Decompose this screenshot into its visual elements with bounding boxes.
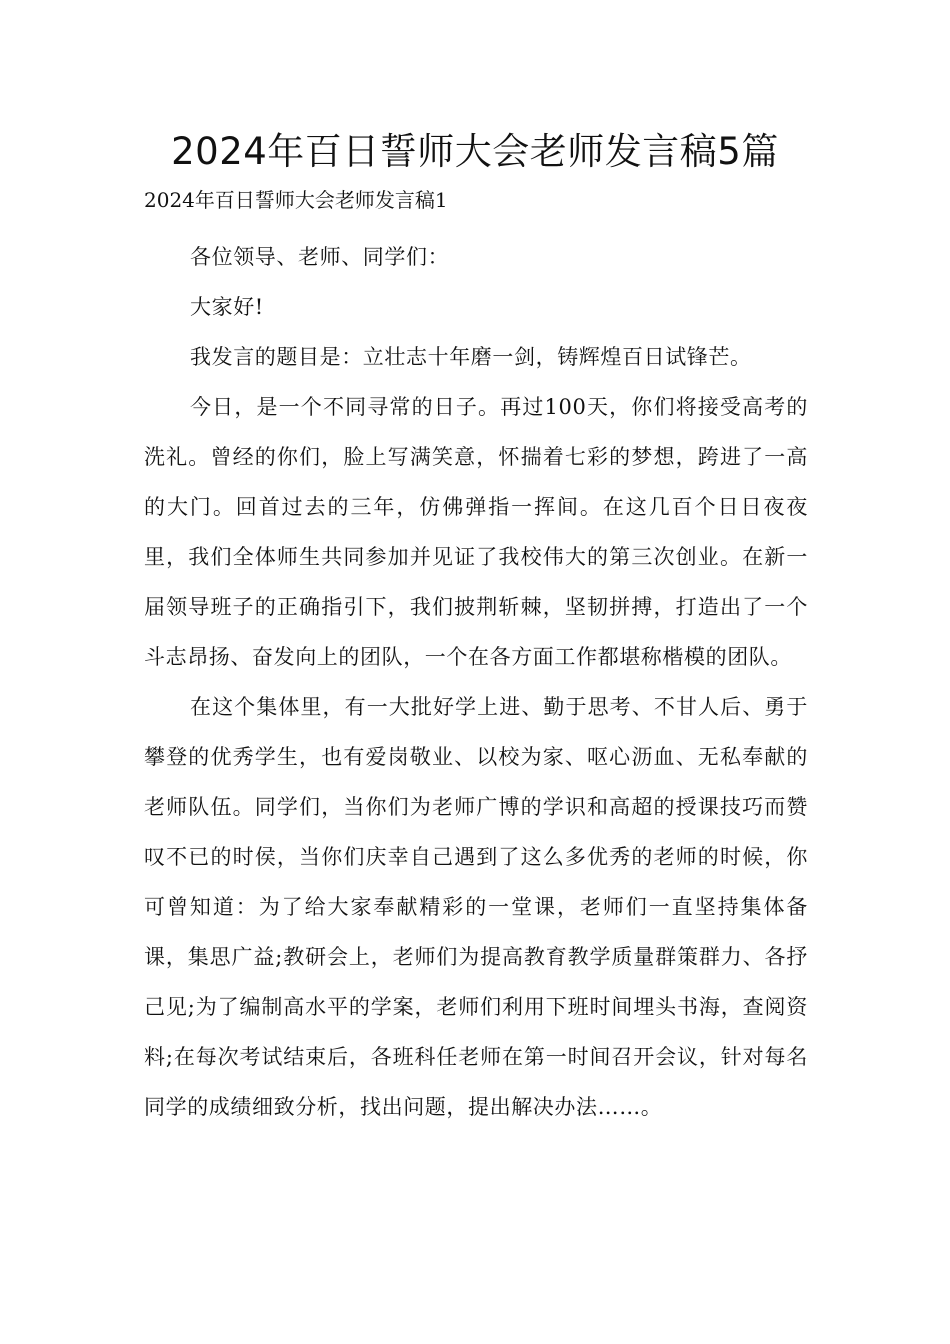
paragraph-topic: 我发言的题目是：立壮志十年磨一剑，铸辉煌百日试锋芒。 [190,345,752,369]
document-subtitle: 2024年百日誓师大会老师发言稿1 [144,188,448,212]
paragraph-body-1: 今日，是一个不同寻常的日子。再过100天，你们将接受高考的洗礼。曾经的你们，脸上写满笑意，怀揣着七彩的梦想，跨进了一高的大门。回首过去的三年，仿佛弹指一挥间。在这几百个日日夜夜里，我们全体师生共同参加并见证了我校伟大的第三次创业。在新一届领导班子的正确指引下，我们披荆斩棘，坚韧拼搏，打造出了一个斗志昂扬、奋发向上的团队，一个在各方面工作都堪称楷模的团队。 [144,395,808,669]
paragraph-body-2: 在这个集体里，有一大批好学上进、勤于思考、不甘人后、勇于攀登的优秀学生，也有爱岗敬业、以校为家、呕心沥血、无私奉献的老师队伍。同学们，当你们为老师广博的学识和高超的授课技巧而赞叹不已的时侯，当你们庆幸自己遇到了这么多优秀的老师的时候，你可曾知道：为了给大家奉献精彩的一堂课，老师们一直坚持集体备课，集思广益;教研会上，老师们为提高教育教学质量群策群力、各抒己见;为了编制高水平的学案，老师们利用下班时间埋头书海，查阅资料;在每次考试结束后，各班科任老师在第一时间召开会议，针对每名同学的成绩细致分析，找出问题，提出解决办法……。 [144,695,808,1119]
document-body [144,232,808,1132]
paragraph-hello: 大家好! [190,295,264,319]
document-title: 2024年百日誓师大会老师发言稿5篇 [171,130,779,173]
paragraph-greeting: 各位领导、老师、同学们： [190,245,450,269]
